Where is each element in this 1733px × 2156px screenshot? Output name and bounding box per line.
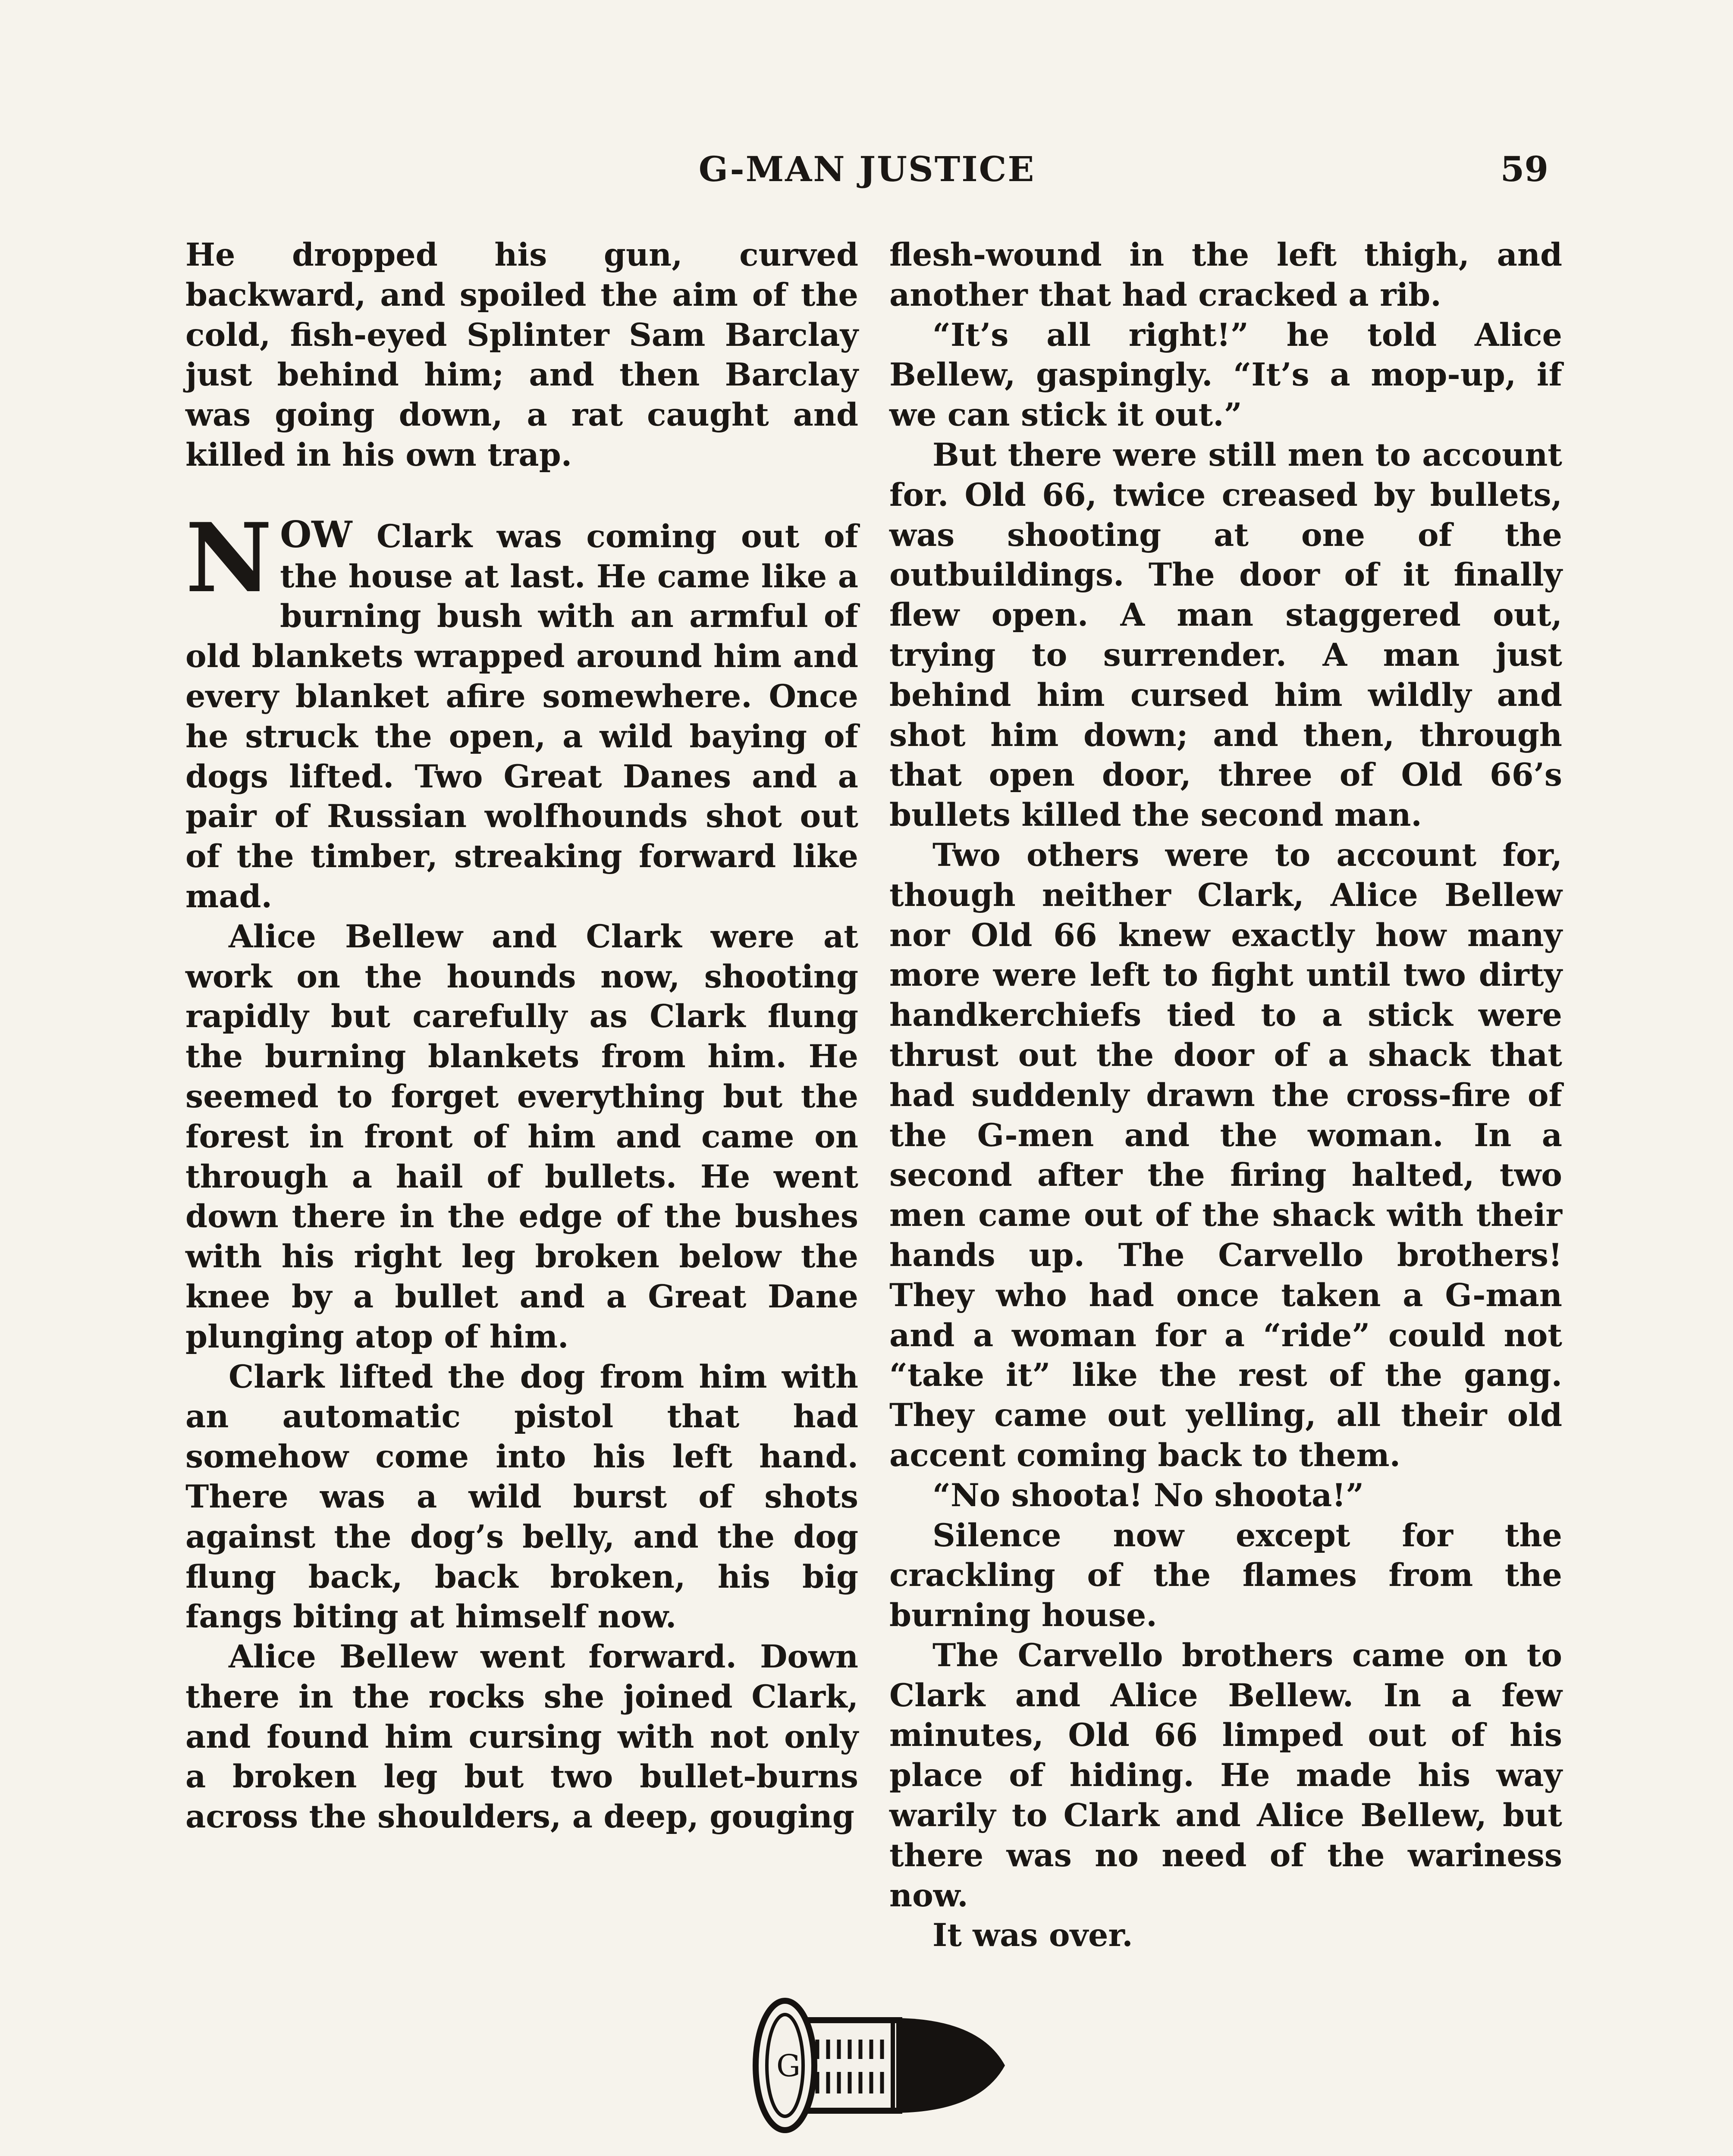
headstamp-letter: G [776,2048,801,2084]
paragraph: “No shoota! No shoota!” [932,1476,1364,1514]
paragraph: Clark lifted the dog from him with an automatic pistol that had somehow come into his left hand. There was a wild burst of shots against the dog’s belly, and the dog flung back, back broken, his big fangs biting at himself now. [185,1358,858,1636]
paragraph-text: Clark was coming out of the house at last. He came like a burning bush with an armful of old blankets wrapped around him and every blanket afire somewhere. Once he struck the open, a wild baying of dogs lifted. Two Great Danes and a pair of Russian wolfhounds shot out of the timber, streaking forward like mad. [185,517,858,915]
paragraph: “It’s all right!” he told Alice Bellew, gaspingly. “It’s a mop-up, if we can stick it out.” [889,316,1562,434]
paragraph: Two others were to account for, though neither Clark, Alice Bellew nor Old 66 knew exactly how many more were left to fight until two dirty handkerchiefs tied to a stick were thrust out the door of a shack that had suddenly drawn the cross-fire of the G-men and the woman. In a second after the firing halted, two men came out of the shack with their hands up. The Carvello brothers! They who had once taken a G-man and a woman for a “ride” could not “take it” like the rest of the gang. They came out yelling, all their old accent coming back to them. [889,836,1562,1474]
paragraph: Silence now except for the crackling of the flames from the burning house. [889,1517,1562,1634]
page-number: 59 [1500,149,1548,189]
bullet-cartridge-icon [738,1988,1014,2143]
paragraph: Alice Bellew went forward. Down there in the rocks she joined Clark, and found him cursing with not only a broken leg but two bullet-burns across the shoulders, a deep, gouging [185,1638,858,1836]
paragraph: flesh-wound in the left thigh, and another that had cracked a rib. [889,236,1562,313]
page-title: G-MAN JUSTICE [698,149,1036,189]
small-caps-lead: OW [280,513,352,556]
paragraph: Alice Bellew and Clark were at work on the hounds now, shooting rapidly but carefully as Clark flung the burning blankets from him. He seemed to forget everything but the forest in front of him and came on through a hail of bullets. He went down there in the edge of the bushes with his right leg broken below the knee by a bullet and a Great Dane plunging atop of him. [185,918,858,1355]
paragraph: It was over. [932,1917,1133,1954]
section-start-paragraph [185,501,858,917]
left-column [185,235,858,1837]
running-head [185,149,1548,201]
right-column [889,235,1562,1955]
drop-cap: N [185,501,273,614]
paragraph: He dropped his gun, curved backward, and spoiled the aim of the cold, fish-eyed Splinter Sam Barclay just behind him; and then Barclay was going down, a rat caught and killed in his own trap. [185,236,858,473]
paragraph: But there were still men to account for. Old 66, twice creased by bullets, was shooting at one of the outbuildings. The door of it finally flew open. A man staggered out, trying to surrender. A man just behind him cursed him wildly and shot him down; and then, through that open door, three of Old 66’s bullets killed the second man. [889,436,1562,834]
paragraph: The Carvello brothers came on to Clark and Alice Bellew. In a few minutes, Old 66 limped out of his place of hiding. He made his way warily to Clark and Alice Bellew, but there was no need of the wariness now. [889,1636,1562,1914]
